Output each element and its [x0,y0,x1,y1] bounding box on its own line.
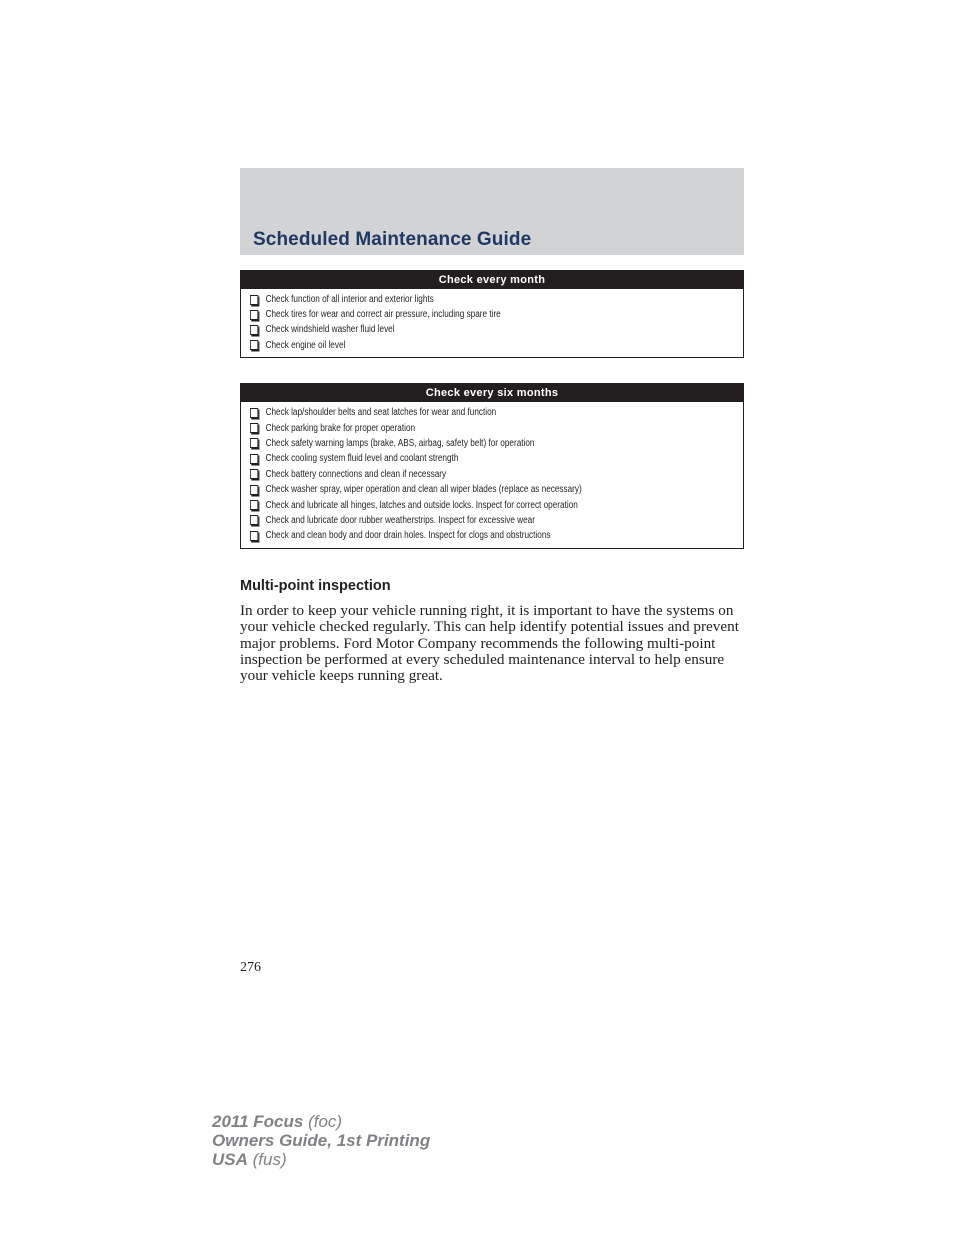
checklist-item [250,420,654,435]
header-band [240,168,744,255]
checklist-item-label: Check function of all interior and exterior lights [265,294,434,306]
checklist-item-label: Check washer spray, wiper operation and clean all wiper blades (replace as necessary) [265,484,582,496]
checklist-item-label: Check lap/shoulder belts and seat latches for wear and function [265,407,497,419]
checklist-item [250,482,654,497]
checklist-item [250,436,654,451]
checklist-item [250,451,654,466]
checklist-item [250,338,654,353]
monthly-checklist [240,270,744,358]
page-number: 276 [240,960,261,975]
checklist-item-label: Check and lubricate door rubber weatherstrips. Inspect for excessive wear [265,514,535,526]
footer-model: 2011 Focus [212,1112,304,1131]
footer-region: USA [212,1150,248,1169]
footer-region-code: (fus) [252,1150,287,1169]
footer [212,1112,430,1169]
checkbox-icon [250,485,258,495]
checkbox-icon [250,515,258,525]
checkbox-icon [250,310,258,320]
checklist-item-label: Check cooling system fluid level and coolant strength [265,453,459,465]
footer-region-line [212,1150,430,1169]
checklist-item-label: Check parking brake for proper operation [265,422,416,434]
checkbox-icon [250,325,258,335]
footer-model-line [212,1112,430,1131]
checkbox-icon [250,340,258,350]
checkbox-icon [250,500,258,510]
page-title: Scheduled Maintenance Guide [253,229,532,250]
checklist-item-label: Check and lubricate all hinges, latches and outside locks. Inspect for correct operation [265,499,578,511]
checklist-item [250,467,654,482]
checkbox-icon [250,531,258,541]
checklist-item-label: Check safety warning lamps (brake, ABS, airbag, safety belt) for operation [265,437,535,449]
checklist-item [250,405,654,420]
checklist-item-label: Check tires for wear and correct air pressure, including spare tire [265,309,501,321]
checkbox-icon [250,454,258,464]
checklist-item-label: Check windshield washer fluid level [265,324,395,336]
checklist-item [250,307,654,322]
checklist-item [250,528,654,543]
section-body: In order to keep your vehicle running right, it is important to have the systems on your vehicle checked regularly. This can help identify potential issues and prevent major problems. Ford Motor Company recommends the following multi-point inspection be performed at every scheduled maintenance interval to help ensure your vehicle keeps running great. [240,602,739,685]
monthly-checklist-heading: Check every month [241,271,743,289]
six-month-checklist-items [241,402,743,544]
monthly-checklist-items [241,289,743,353]
checklist-item [250,513,654,528]
footer-guide: Owners Guide, 1st Printing [212,1131,431,1150]
checklist-item-label: Check and clean body and door drain holes. Inspect for clogs and obstructions [265,530,551,542]
checklist-item [250,292,654,307]
checklist-item [250,497,654,512]
checkbox-icon [250,423,258,433]
six-month-checklist [240,383,744,549]
footer-model-code: (foc) [308,1112,343,1131]
checklist-item-label: Check battery connections and clean if necessary [265,468,447,480]
checklist-item-label: Check engine oil level [265,339,346,351]
checkbox-icon [250,408,258,418]
six-month-checklist-heading: Check every six months [241,384,743,402]
checkbox-icon [250,469,258,479]
checkbox-icon [250,438,258,448]
section-heading: Multi-point inspection [240,578,391,594]
checkbox-icon [250,295,258,305]
footer-guide-line [212,1131,430,1150]
checklist-item [250,322,654,337]
